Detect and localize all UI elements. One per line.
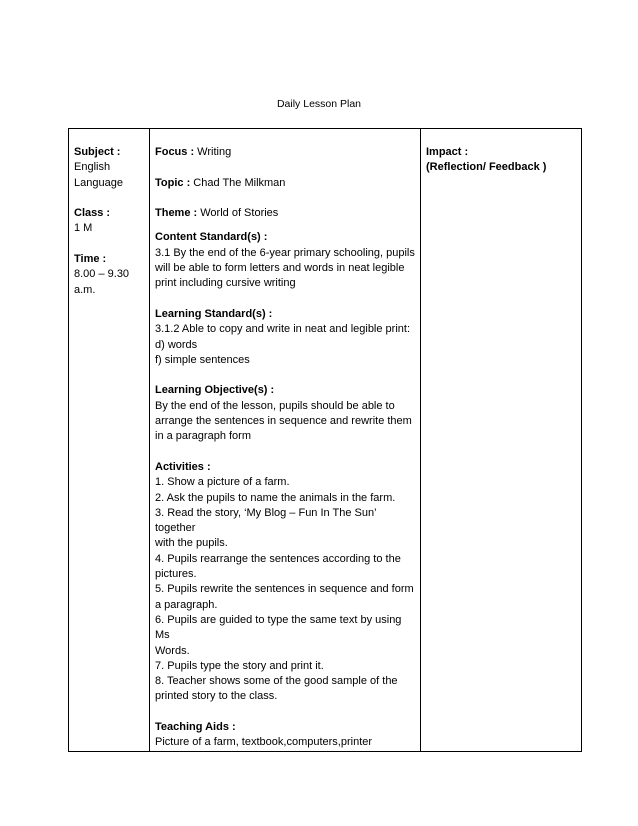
learning-standard-line: d) words <box>155 338 198 351</box>
table-row <box>69 129 582 752</box>
focus-field <box>155 145 415 160</box>
activity-line: a paragraph. <box>155 598 218 611</box>
content-standard-label: Content Standard(s) : <box>155 231 268 244</box>
activity-line: 4. Pupils rearrange the sentences according to the <box>155 552 401 565</box>
topic-field <box>155 176 415 191</box>
learning-objective-line: arrange the sentences in sequence and rewrite them <box>155 415 412 428</box>
activity-line: pictures. <box>155 568 197 581</box>
learning-objective-line: in a paragraph form <box>155 430 251 443</box>
subject-label: Subject : <box>74 146 121 158</box>
learning-standard-label: Learning Standard(s) : <box>155 307 273 320</box>
activity-line: Words. <box>155 644 190 657</box>
focus-value: Writing <box>194 146 232 158</box>
class-label: Class : <box>74 207 111 220</box>
details-column <box>69 129 150 752</box>
theme-value: World of Stories <box>197 207 279 220</box>
time-value-line-2: a.m. <box>74 283 96 296</box>
activity-line: 7. Pupils type the story and print it. <box>155 659 324 672</box>
activity-line: 6. Pupils are guided to type the same text by using Ms <box>155 613 402 642</box>
content-standard-line: 3.1 By the end of the 6-year primary schooling, pupils <box>155 246 415 259</box>
teaching-aids-value: Picture of a farm, textbook,computers,printer <box>155 736 373 749</box>
focus-label: Focus : <box>155 146 195 158</box>
content-standard-line: print including cursive writing <box>155 277 296 290</box>
subject-value-line-1: English <box>74 161 111 174</box>
topic-label: Topic : <box>155 176 191 189</box>
activity-line: 5. Pupils rewrite the sentences in sequence and form <box>155 583 414 596</box>
activity-line: with the pupils. <box>155 537 228 550</box>
time-value-line-1: 8.00 – 9.30 <box>74 268 130 281</box>
impact-column <box>421 129 582 752</box>
lesson-plan-table <box>68 128 582 752</box>
activity-line: 2. Ask the pupils to name the animals in the farm. <box>155 491 396 504</box>
learning-standard-line: f) simple sentences <box>155 353 250 366</box>
activities-label: Activities : <box>155 460 211 473</box>
activity-line: printed story to the class. <box>155 690 278 703</box>
topic-value: Chad The Milkman <box>190 176 286 189</box>
subject-value-line-2: Language <box>74 176 123 189</box>
learning-standard-line: 3.1.2 Able to copy and write in neat and legible print: <box>155 323 411 336</box>
impact-subtitle: (Reflection/ Feedback ) <box>426 161 547 174</box>
activity-line: 3. Read the story, ‘My Blog – Fun In The Sun’ together <box>155 506 377 535</box>
theme-field <box>155 206 415 221</box>
document-title: Daily Lesson Plan <box>276 98 362 110</box>
content-standard-line: will be able to form letters and words in neat legible <box>155 262 405 275</box>
activity-line: 1. Show a picture of a farm. <box>155 476 290 489</box>
teaching-aids-label: Teaching Aids : <box>155 720 236 733</box>
learning-objective-line: By the end of the lesson, pupils should be able to <box>155 399 395 412</box>
lesson-content-column <box>150 129 421 752</box>
activity-line: 8. Teacher shows some of the good sample of the <box>155 675 398 688</box>
time-label: Time : <box>74 253 107 266</box>
learning-objective-label: Learning Objective(s) : <box>155 384 275 397</box>
class-value: 1 M <box>74 222 93 235</box>
theme-label: Theme : <box>155 207 198 220</box>
impact-label: Impact : <box>426 146 469 158</box>
